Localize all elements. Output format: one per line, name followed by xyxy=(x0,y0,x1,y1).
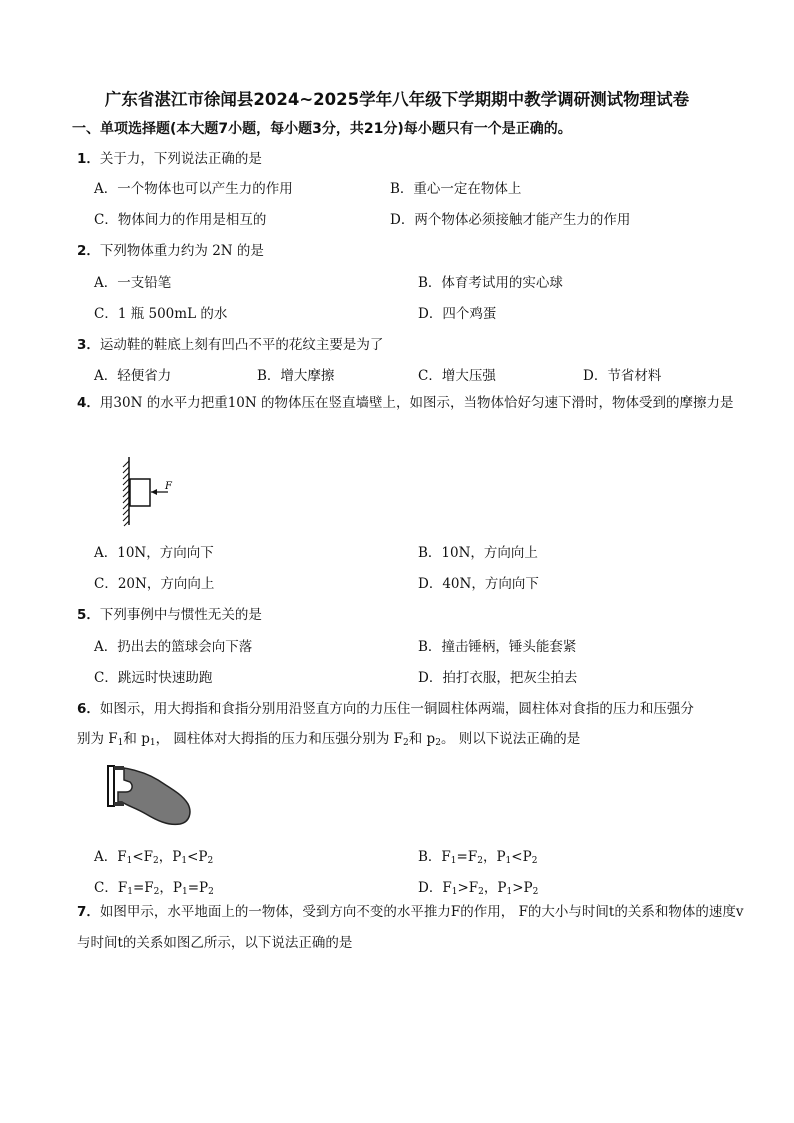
q3-option-d: D．节省材料 xyxy=(583,368,662,384)
subscript: 1 xyxy=(126,856,133,866)
q4-option-a: A．10N，方向向下 xyxy=(94,545,214,561)
option-text: D．F xyxy=(418,880,452,896)
subscript: 2 xyxy=(531,856,538,866)
subscript: 1 xyxy=(181,856,188,866)
subscript: 2 xyxy=(153,887,160,897)
q4-option-c: C．20N，方向向上 xyxy=(94,576,215,592)
q3-option-b: B．增大摩擦 xyxy=(257,368,335,384)
finger-cylinder-figure xyxy=(104,762,194,828)
question-stem: 运动鞋的鞋底上刻有凹凸不平的花纹主要是为了 xyxy=(99,337,384,353)
question-number: 2． xyxy=(77,243,100,259)
subscript: 1 xyxy=(506,887,513,897)
option-text: =F xyxy=(456,849,478,865)
force-label: F xyxy=(165,481,172,492)
q2-option-c: C．1 瓶 500mL 的水 xyxy=(94,306,228,322)
stem-text: 和 p xyxy=(408,731,436,747)
stem-text: 。 则以下说法正确的是 xyxy=(440,731,581,747)
stem-text: ， 圆柱体对大拇指的压力和压强分别为 F xyxy=(155,731,404,747)
option-text: ，P xyxy=(158,849,182,865)
q5-option-a: A．扔出去的篮球会向下落 xyxy=(94,639,253,655)
q2-option-a: A．一支铅笔 xyxy=(94,275,172,291)
q6-option-a xyxy=(94,845,213,866)
subscript: 2 xyxy=(435,738,441,748)
question-number: 6． xyxy=(77,701,100,717)
option-text: C．F xyxy=(94,880,128,896)
question-1 xyxy=(77,147,262,167)
subscript: 2 xyxy=(403,738,409,748)
option-text: <P xyxy=(187,849,208,865)
question-stem: 如图甲示，水平地面上的一物体，受到方向不变的水平推力F的作用， F的大小与时间t的关系和物体的速度v与时间t的关系如图乙所示，以下说法正确的是 xyxy=(77,904,744,951)
question-3 xyxy=(77,333,383,353)
question-stem: 关于力，下列说法正确的是 xyxy=(99,151,262,167)
option-text: ，P xyxy=(482,849,506,865)
q2-option-d: D．四个鸡蛋 xyxy=(418,306,497,322)
question-7 xyxy=(77,897,747,959)
question-stem-line1: 如图示，用大拇指和食指分别用沿竖直方向的力压住一铜圆柱体两端，圆柱体对食指的压力和压强分 xyxy=(99,701,694,717)
q6-option-b xyxy=(418,845,537,866)
question-5 xyxy=(77,603,262,623)
question-2 xyxy=(77,239,264,259)
question-number: 4． xyxy=(77,395,100,411)
option-text: ，P xyxy=(483,880,507,896)
q1-option-d: D．两个物体必须接触才能产生力的作用 xyxy=(390,212,631,228)
question-stem: 下列物体重力约为 2N 的是 xyxy=(99,243,264,259)
subscript: 1 xyxy=(505,856,512,866)
option-text: <P xyxy=(511,849,532,865)
exam-title: 广东省湛江市徐闻县2024~2025学年八年级下学期期中教学调研测试物理试卷 xyxy=(104,90,690,109)
q5-option-c: C．跳远时快速助跑 xyxy=(94,670,213,686)
q3-option-c: C．增大压强 xyxy=(418,368,496,384)
q6-option-d xyxy=(418,876,538,897)
subscript: 1 xyxy=(450,856,457,866)
option-text: <F xyxy=(132,849,154,865)
question-number: 3． xyxy=(77,337,100,353)
q4-option-d: D．40N，方向向下 xyxy=(418,576,539,592)
stem-text: 别为 F xyxy=(77,731,118,747)
q5-option-d: D．拍打衣服，把灰尘拍去 xyxy=(418,670,578,686)
question-6 xyxy=(77,697,694,717)
option-text: A．F xyxy=(94,849,127,865)
question-stem: 用30N 的水平力把重10N 的物体压在竖直墙壁上，如图示，当物体恰好匀速下滑时，物体受到的摩擦力是 xyxy=(99,395,734,411)
q3-option-a: A．轻便省力 xyxy=(94,368,172,384)
option-text: ，P xyxy=(159,880,182,896)
option-text: =P xyxy=(187,880,209,896)
subscript: 2 xyxy=(208,887,214,897)
subscript: 2 xyxy=(478,887,484,897)
q1-option-a: A．一个物体也可以产生力的作用 xyxy=(94,181,293,197)
section-heading: 一、单项选择题(本大题7小题，每小题3分，共21分)每小题只有一个是正确的。 xyxy=(72,121,572,137)
subscript: 1 xyxy=(451,887,458,897)
subscript: 2 xyxy=(532,887,539,897)
wall-block-figure xyxy=(120,455,185,527)
subscript: 2 xyxy=(153,856,159,866)
question-stem: 下列事例中与惯性无关的是 xyxy=(99,607,262,623)
subscript: 1 xyxy=(149,738,156,748)
subscript: 1 xyxy=(181,887,188,897)
subscript: 1 xyxy=(117,738,124,748)
subscript: 2 xyxy=(207,856,214,866)
question-4 xyxy=(77,388,747,419)
question-number: 7． xyxy=(77,904,100,920)
option-text: >F xyxy=(457,880,479,896)
option-text: >P xyxy=(512,880,533,896)
subscript: 2 xyxy=(477,856,483,866)
q1-option-c: C．物体间力的作用是相互的 xyxy=(94,212,267,228)
question-number: 1． xyxy=(77,151,100,167)
subscript: 1 xyxy=(127,887,133,897)
question-number: 5． xyxy=(77,607,100,623)
q5-option-b: B．撞击锤柄，锤头能套紧 xyxy=(418,639,577,655)
q4-option-b: B．10N，方向向上 xyxy=(418,545,538,561)
option-text: =F xyxy=(132,880,154,896)
q1-option-b: B．重心一定在物体上 xyxy=(390,181,522,197)
q6-option-c xyxy=(94,876,214,897)
stem-text: 和 p xyxy=(123,731,150,747)
option-text: B．F xyxy=(418,849,451,865)
question-6-line2 xyxy=(77,727,580,748)
q2-option-b: B．体育考试用的实心球 xyxy=(418,275,563,291)
